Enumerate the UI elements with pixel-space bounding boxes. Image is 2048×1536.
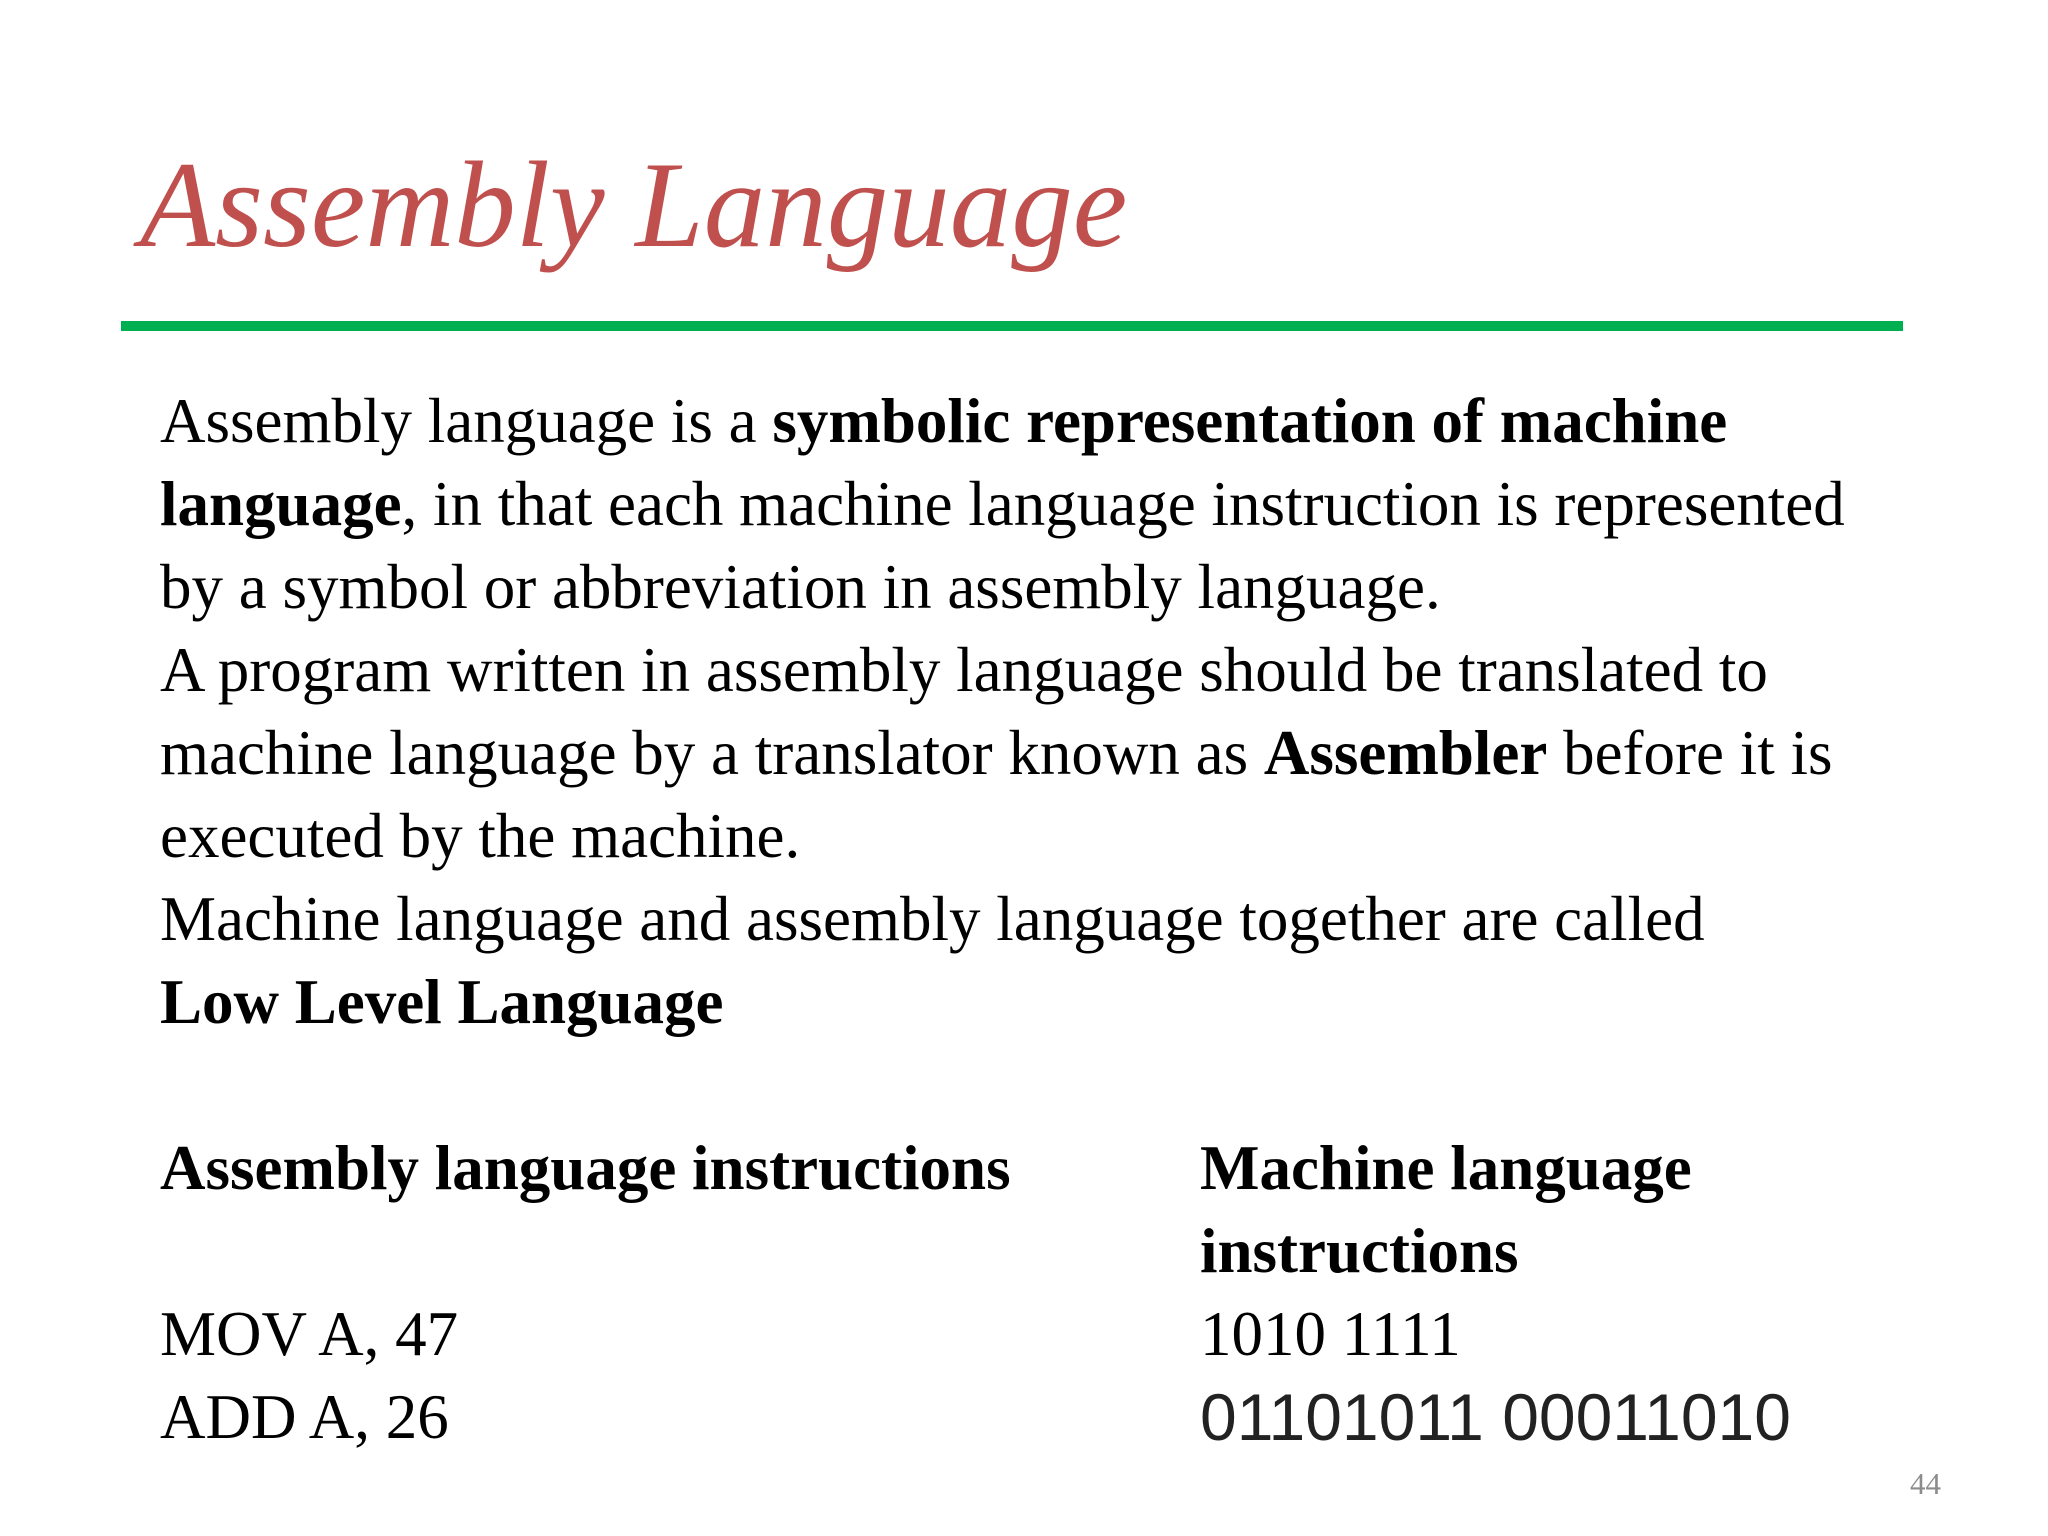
- slide-body: [160, 380, 1900, 1044]
- table-header-row: [160, 1127, 1920, 1293]
- table-header-assembly: Assembly language instructions: [160, 1133, 1011, 1203]
- title-divider: [121, 321, 1903, 331]
- emphasis-text: symbolic representation of machine language: [160, 386, 1728, 539]
- emphasis-text: Low Level Language: [160, 967, 724, 1037]
- paragraph-text: before it is executed by the machine.: [160, 718, 1833, 871]
- paragraph-assembler: [160, 629, 1900, 878]
- page-number: 44: [1910, 1466, 1941, 1501]
- emphasis-text: Assembler: [1263, 718, 1548, 788]
- paragraph-low-level: [160, 878, 1900, 1044]
- table-row: [160, 1293, 1920, 1376]
- table-cell-assembly: ADD A, 26: [160, 1382, 449, 1452]
- slide-title: Assembly Language: [140, 136, 1128, 273]
- table-cell-machine: 01101011 00011010: [1200, 1380, 1791, 1454]
- paragraph-text: Machine language and assembly language together are called: [160, 884, 1705, 954]
- table-cell-machine: 1010 1111: [1200, 1299, 1461, 1369]
- paragraph-text: A program written in assembly language should be translated to machine language by a translator known as: [160, 635, 1768, 788]
- table-row: [160, 1376, 1920, 1459]
- paragraph-text: , in that each machine language instruction is represented by a symbol or abbreviation in assembly language.: [160, 469, 1845, 622]
- table-cell-assembly: MOV A, 47: [160, 1299, 459, 1369]
- paragraph-definition: [160, 380, 1900, 629]
- table-header-machine: Machine language instructions: [1200, 1133, 1692, 1286]
- instruction-table: [160, 1127, 1920, 1459]
- paragraph-text: Assembly language is a: [160, 386, 773, 456]
